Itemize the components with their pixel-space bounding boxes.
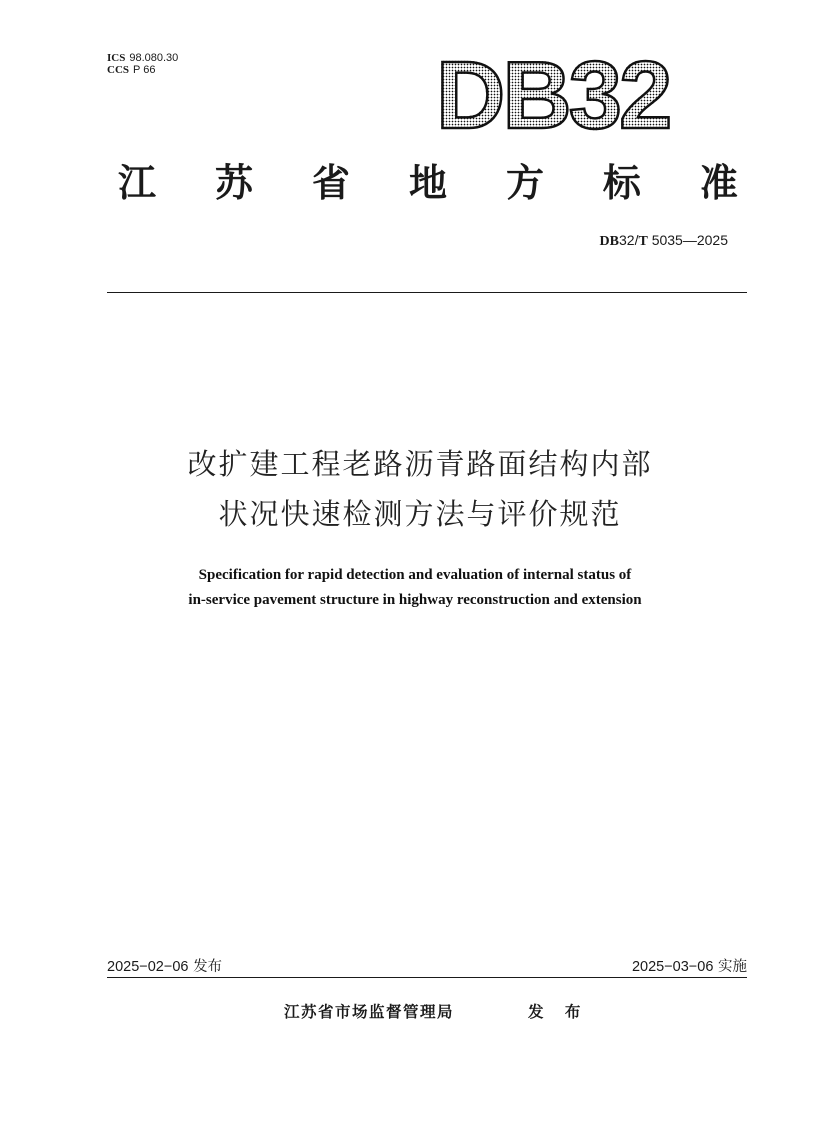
english-title-line-2: in-service pavement structure in highway reconstruction and extension (188, 592, 642, 608)
ics-classification (107, 52, 178, 64)
ccs-classification (107, 64, 155, 76)
effective-date-label: 实施 (718, 959, 747, 975)
top-divider (107, 292, 747, 293)
english-title-line-1: Specification for rapid detection and evaluation of internal status of (198, 567, 632, 583)
ics-label: ICS (107, 52, 126, 64)
ccs-code: P 66 (133, 64, 156, 76)
standard-number-prefix: DB (599, 234, 619, 249)
standard-type-char: 地 (408, 161, 447, 205)
standard-type-char: 省 (311, 161, 350, 205)
ics-code: 98.080.30 (129, 52, 179, 64)
standard-type-char: 苏 (214, 161, 253, 205)
standard-number (600, 231, 728, 251)
ccs-label: CCS (107, 64, 130, 76)
standard-number-province: 32/ (619, 232, 639, 248)
effective-date-value: 2025−03−06 (631, 959, 714, 975)
standard-type-char: 准 (699, 161, 738, 205)
publish-action: 发 布 (528, 1003, 582, 1021)
standard-number-t: T (638, 234, 648, 249)
effective-date (632, 958, 747, 976)
standard-type-char: 方 (505, 161, 544, 205)
chinese-title-line-2: 状况快速检测方法与评价规范 (218, 497, 622, 531)
standard-type-char: 江 (118, 161, 157, 205)
standard-number-code: 5035—2025 (647, 232, 728, 248)
standard-type-heading (118, 160, 738, 206)
db32-logo: DB32 (436, 42, 670, 149)
publisher-name: 江苏省市场监督管理局 (284, 1003, 455, 1021)
issue-date-value: 2025−02−06 (107, 959, 189, 975)
standard-type-char: 标 (602, 161, 641, 205)
issue-date-label: 发布 (193, 959, 223, 975)
issue-date (107, 958, 222, 976)
chinese-title-line-1: 改扩建工程老路沥青路面结构内部 (187, 447, 653, 481)
bottom-divider (107, 977, 747, 978)
